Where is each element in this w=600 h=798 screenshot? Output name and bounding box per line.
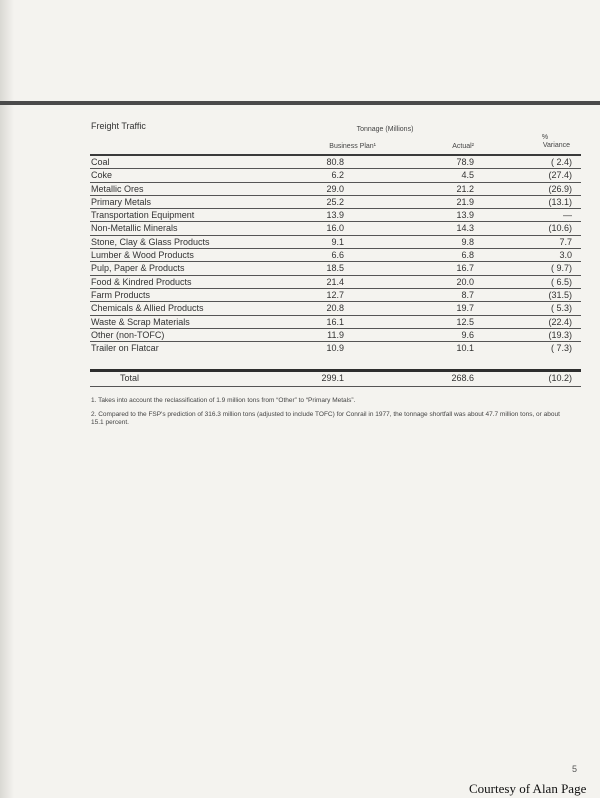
plan-value: 12.7: [326, 289, 344, 300]
commodity-name: Farm Products: [91, 289, 151, 300]
actual-value: 21.2: [456, 183, 474, 194]
variance-value: (22.4): [548, 316, 572, 327]
table-row: [90, 289, 581, 302]
variance-value: ( 5.3): [550, 303, 572, 314]
plan-value: 13.9: [326, 210, 344, 221]
variance-percent-symbol: %: [541, 134, 549, 141]
variance-value: (31.5): [548, 289, 572, 300]
business-plan-header: Business Plan¹: [329, 143, 376, 150]
page-edge-shadow: [0, 0, 14, 798]
table-row: [90, 222, 581, 235]
table-row: [90, 236, 581, 249]
table-row: [90, 316, 581, 329]
table-row: [90, 209, 581, 222]
total-bottom-rule: [90, 386, 581, 387]
plan-value: 18.5: [326, 263, 344, 274]
actual-value: 9.8: [461, 236, 474, 247]
variance-value: ( 2.4): [550, 157, 572, 167]
commodity-name: Metallic Ores: [91, 183, 144, 194]
plan-value: 11.9: [327, 329, 344, 340]
variance-label: Variance: [542, 142, 570, 149]
plan-value: 9.1: [331, 236, 344, 247]
total-label: Total: [120, 373, 140, 383]
variance-value: ( 9.7): [550, 263, 572, 274]
variance-value: ( 7.3): [550, 343, 572, 354]
actual-value: 9.6: [461, 329, 474, 340]
total-row: [90, 372, 581, 385]
variance-value: 7.7: [559, 236, 572, 247]
commodity-name: Lumber & Wood Products: [91, 250, 194, 261]
actual-value: 16.7: [456, 263, 474, 274]
variance-value: ( 6.5): [550, 276, 572, 287]
variance-value: (10.6): [548, 223, 572, 234]
commodity-name: Coke: [91, 170, 113, 181]
actual-header: Actual²: [452, 143, 474, 150]
actual-value: 14.3: [456, 223, 474, 234]
plan-value: 16.0: [326, 223, 344, 234]
variance-header: [520, 134, 570, 150]
plan-value: 6.2: [331, 170, 344, 181]
commodity-name: Coal: [91, 157, 110, 167]
photo-credit: Courtesy of Alan Page: [469, 781, 587, 796]
variance-value: (13.1): [548, 196, 572, 207]
commodity-name: Other (non-TOFC): [91, 329, 165, 340]
commodity-name: Waste & Scrap Materials: [91, 316, 190, 327]
variance-value: 3.0: [559, 250, 572, 261]
table-title: Freight Traffic: [91, 121, 146, 131]
table-row: [90, 183, 581, 196]
table-row: [90, 156, 581, 169]
actual-value: 12.5: [456, 316, 474, 327]
total-actual-value: 268.6: [451, 373, 474, 383]
actual-value: 6.8: [461, 250, 474, 261]
table-row: [90, 329, 581, 342]
actual-value: 13.9: [456, 210, 474, 221]
top-divider: [0, 101, 600, 105]
plan-value: 6.6: [331, 250, 344, 261]
variance-value: (19.3): [548, 329, 572, 340]
commodity-name: Primary Metals: [91, 196, 152, 207]
table-row: [90, 196, 581, 209]
variance-value: (27.4): [548, 170, 572, 181]
table-row: [90, 302, 581, 315]
total-variance-value: (10.2): [548, 373, 572, 383]
table-row: [90, 169, 581, 182]
actual-value: 8.7: [461, 289, 474, 300]
commodity-name: Non-Metallic Minerals: [91, 223, 178, 234]
table-row: [90, 342, 581, 355]
tonnage-group-header: Tonnage (Millions): [356, 126, 414, 133]
table-row: [90, 249, 581, 262]
page-number: 5: [572, 764, 578, 774]
actual-value: 19.7: [456, 303, 474, 314]
table-row: [90, 276, 581, 289]
plan-value: 29.0: [326, 183, 344, 194]
actual-value: 78.9: [456, 157, 474, 167]
commodity-name: Stone, Clay & Glass Products: [91, 236, 210, 247]
commodity-name: Transportation Equipment: [91, 210, 195, 221]
plan-value: 10.9: [326, 343, 344, 354]
variance-value: (26.9): [548, 183, 572, 194]
plan-value: 80.8: [326, 157, 344, 167]
actual-value: 21.9: [456, 196, 474, 207]
actual-value: 4.5: [461, 170, 474, 181]
total-plan-value: 299.1: [321, 373, 344, 383]
plan-value: 25.2: [326, 196, 344, 207]
freight-table-body: [90, 156, 581, 355]
plan-value: 21.4: [326, 276, 344, 287]
commodity-name: Pulp, Paper & Products: [91, 263, 185, 274]
plan-value: 16.1: [326, 316, 344, 327]
commodity-name: Food & Kindred Products: [91, 276, 192, 287]
footnote-1: 1. Takes into account the reclassification of 1.9 million tons from “Other” to “Primary Metals”.: [91, 397, 356, 404]
plan-value: 20.8: [326, 303, 344, 314]
variance-value: —: [563, 210, 572, 221]
footnote-2: 2. Compared to the FSP's prediction of 316.3 million tons (adjusted to include TOFC) for Conrail in 1977, the tonnage shortfall was about 47.7 million tons, or about 15.1 percent.: [91, 411, 560, 426]
table-row: [90, 262, 581, 275]
actual-value: 10.1: [456, 343, 474, 354]
commodity-name: Chemicals & Allied Products: [91, 303, 204, 314]
commodity-name: Trailer on Flatcar: [91, 343, 159, 354]
actual-value: 20.0: [456, 276, 474, 287]
